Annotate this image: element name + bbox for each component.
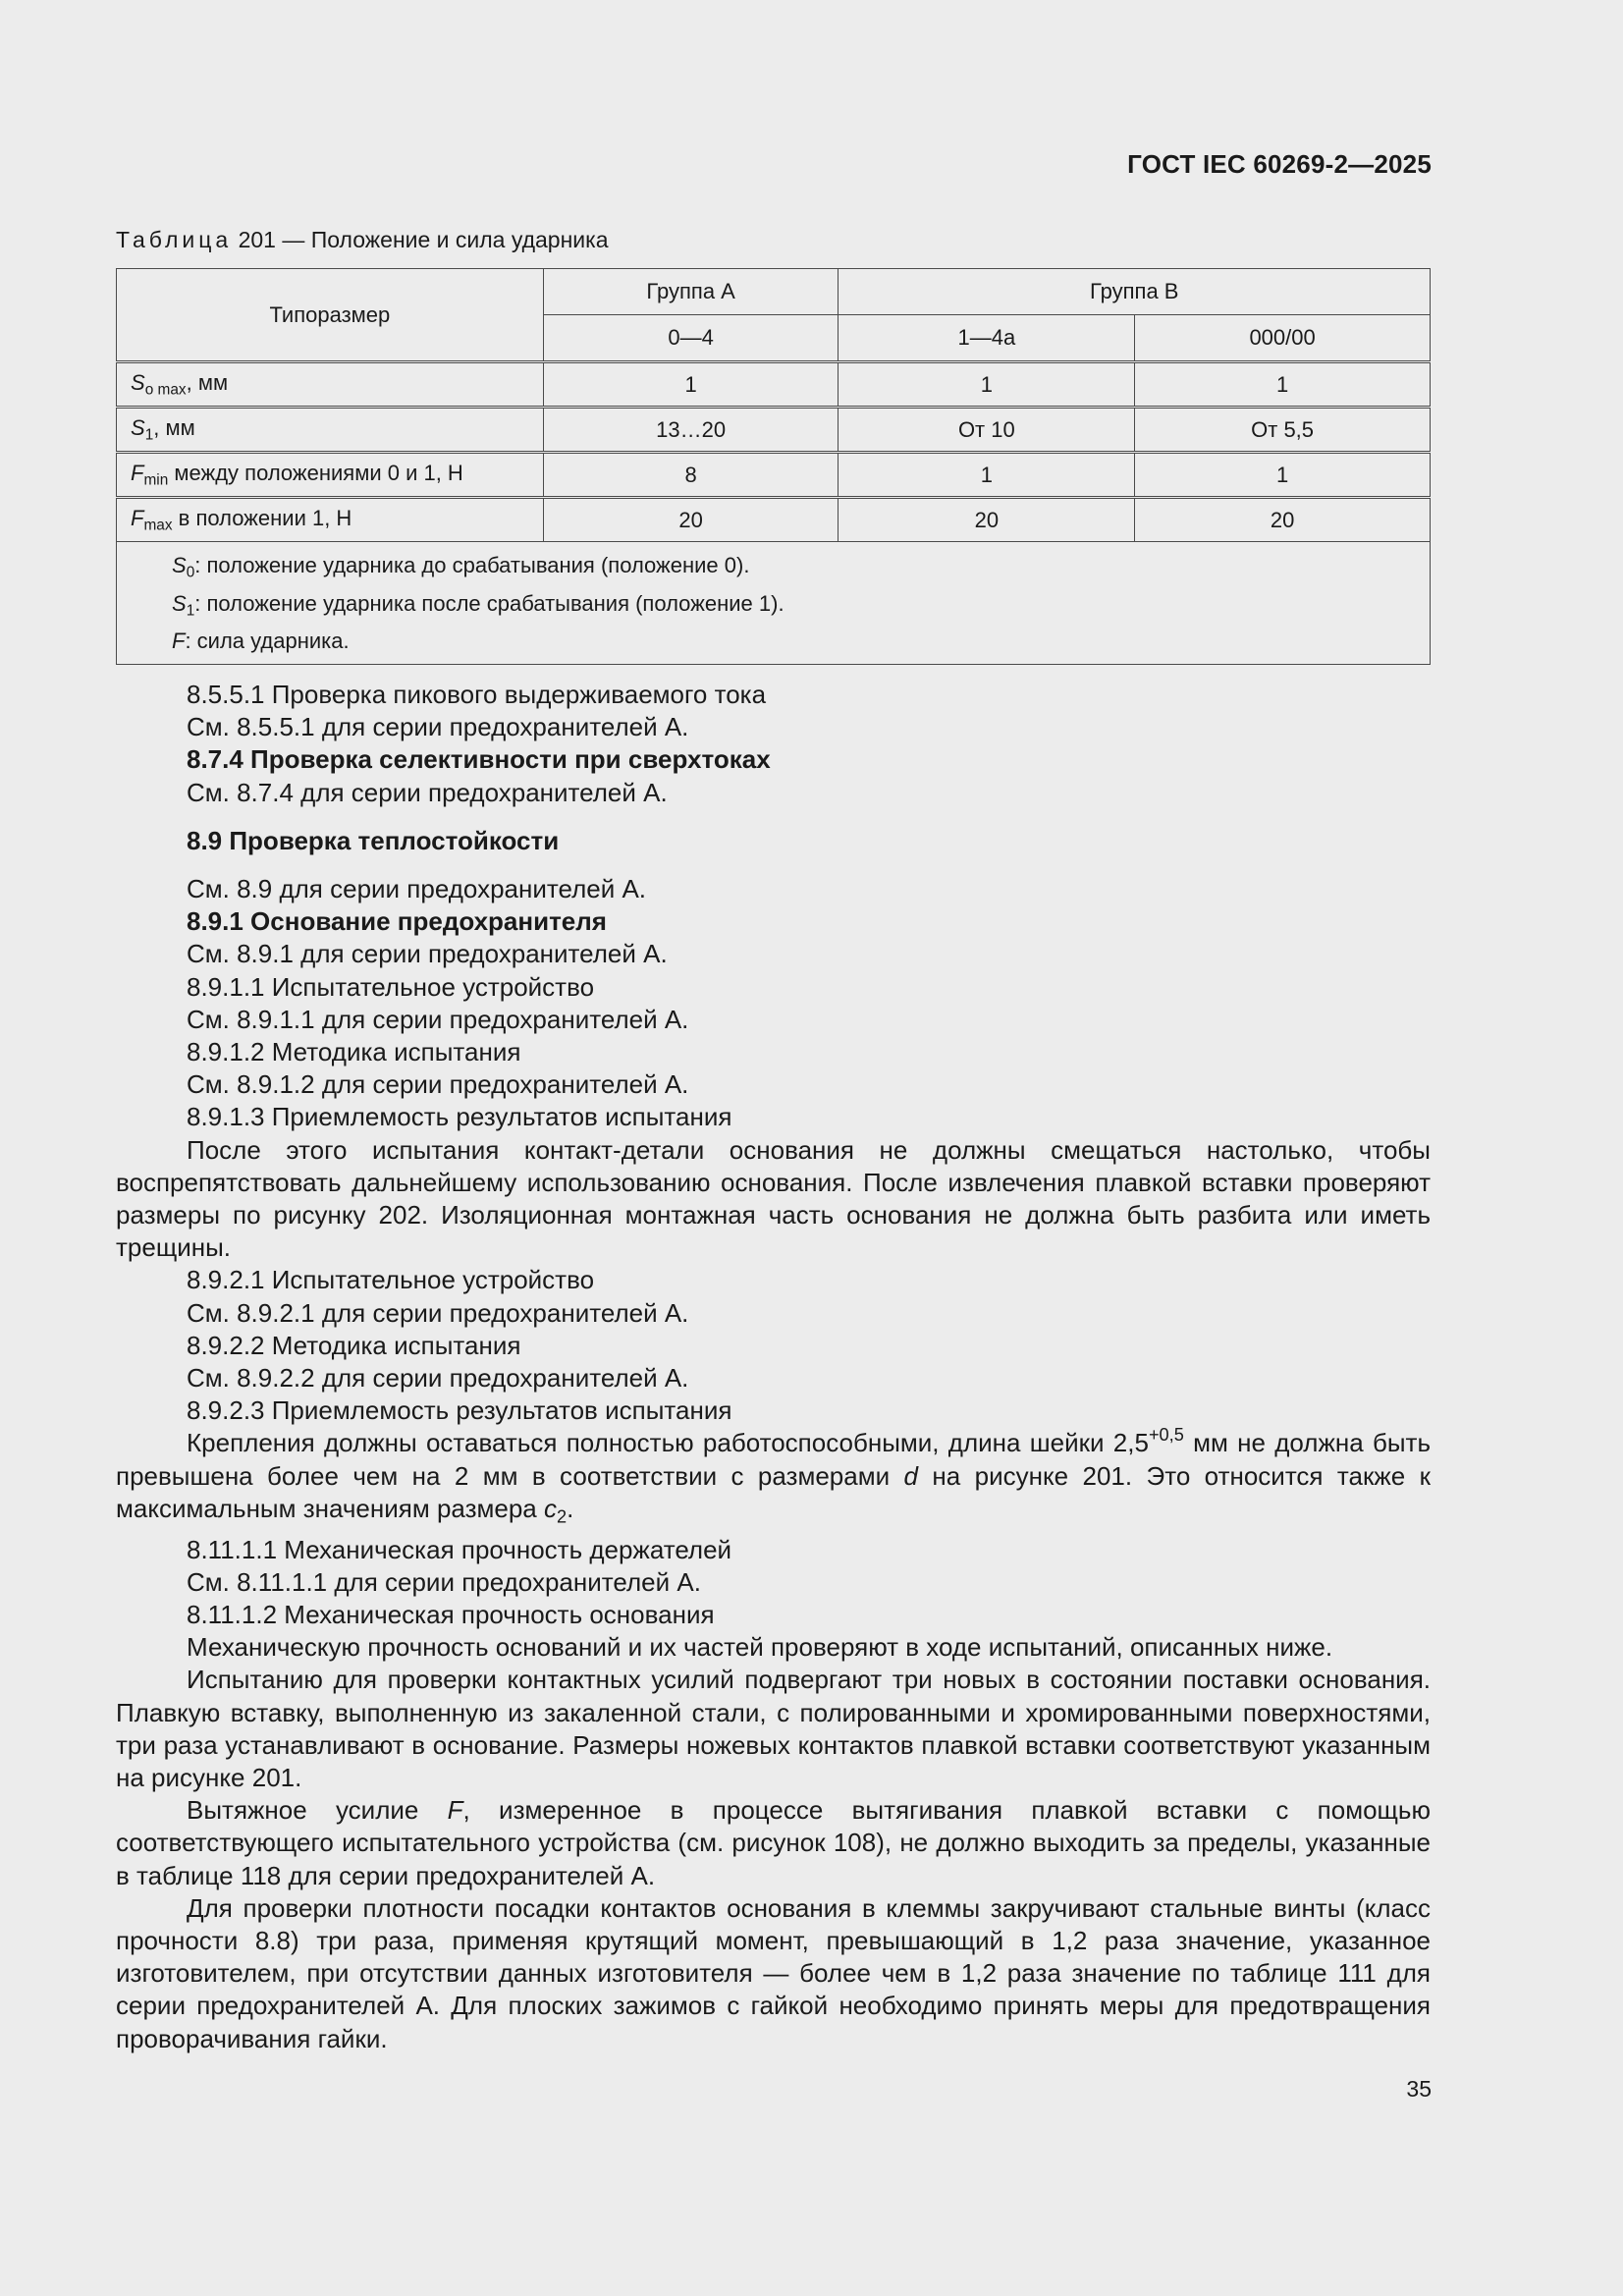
row-param: $F_{min}$ между положениями 0 и 1, Н [117, 453, 544, 498]
clause-text: См. 8.9 для серии предохранителей А. [187, 874, 647, 904]
row-param: $F_{max}$ в положении 1, Н [117, 498, 544, 542]
cell-b2: 1 [1135, 453, 1431, 498]
header-size: Типоразмер [117, 269, 544, 362]
cell-b1: От 10 [839, 408, 1135, 453]
table-row [117, 408, 1431, 453]
cell-b2: 1 [1135, 362, 1431, 408]
cell-b2: 20 [1135, 498, 1431, 542]
cell-a: 20 [543, 498, 839, 542]
subheader-a: 0—4 [543, 315, 839, 362]
clause-text: См. 8.7.4 для серии предохранителей А. [187, 777, 668, 807]
note-line: $S_1$: положение ударника после срабатывания (положение 1). [172, 590, 784, 620]
paragraph: Механическую прочность оснований и их частей проверяют в ходе испытаний, описанных ниже. [187, 1632, 1333, 1663]
table-row [117, 362, 1431, 408]
striker-table [116, 268, 1431, 665]
clause-heading: 8.11.1.2 Механическая прочность основания [187, 1599, 715, 1629]
section-heading: 8.9 Проверка теплостойкости [187, 825, 560, 855]
row-param: $S_{o max}$, мм [117, 362, 544, 408]
clause-text: См. 8.5.5.1 для серии предохранителей А. [187, 712, 689, 742]
cell-b1: 20 [839, 498, 1135, 542]
table-caption-label: Таблица [116, 227, 233, 252]
table-caption [116, 227, 609, 253]
clause-heading: 8.5.5.1 Проверка пикового выдерживаемого тока [187, 680, 767, 709]
note-line: $S_0$: положение ударника до срабатывания (положение 0). [172, 553, 750, 581]
section-heading: 8.7.4 Проверка селективности при сверхтоках [187, 744, 771, 775]
paragraph: Крепления должны оставаться полностью работоспособными, длина шейки $2,5^{+0,5}$ мм не должна быть превышена более чем на 2 мм в соответствии с размерами d на рисунке 201. Это относится также к максимальным значениям размера $c_2$. [116, 1425, 1431, 1527]
cell-a: 8 [543, 453, 839, 498]
paragraph: Для проверки плотности посадки контактов основания в клеммы закручивают стальные винты (класс прочности 8.8) три раза, применяя крутящий момент, превышающий в 1,2 раза значение, указанное изготовителем, при отсутствии данных изготовителя — более чем в 1,2 раза значение по таблице 111 для серии предохранителей А. Для плоских зажимов с гайкой необходимо принять меры для предотвращения проворачивания гайки. [116, 1892, 1431, 2053]
table-row [117, 453, 1431, 498]
subheader-b1: 1—4а [839, 315, 1135, 362]
clause-heading: 8.9.2.1 Испытательное устройство [187, 1265, 595, 1295]
subheader-b2: 000/00 [1135, 315, 1431, 362]
clause-text: См. 8.9.1.2 для серии предохранителей А. [187, 1069, 689, 1100]
header-group-a: Группа А [543, 269, 839, 315]
clause-heading: 8.9.1.3 Приемлемость результатов испытания [187, 1102, 732, 1132]
table-notes-row [117, 542, 1431, 665]
table-row [117, 498, 1431, 542]
clause-text: См. 8.11.1.1 для серии предохранителей А. [187, 1566, 701, 1597]
clause-heading: 8.11.1.1 Механическая прочность держателей [187, 1534, 732, 1564]
row-param: $S_1$, мм [117, 408, 544, 453]
clause-text: См. 8.9.1.1 для серии предохранителей А. [187, 1004, 689, 1034]
cell-a: 13…20 [543, 408, 839, 453]
clause-text: См. 8.9.2.2 для серии предохранителей А. [187, 1363, 689, 1394]
clause-text: См. 8.9.1 для серии предохранителей А. [187, 939, 668, 969]
clause-text: См. 8.9.2.1 для серии предохранителей А. [187, 1297, 689, 1328]
clause-heading: 8.9.2.3 Приемлемость результатов испытания [187, 1395, 732, 1426]
document-code: ГОСТ IEC 60269-2—2025 [1127, 149, 1432, 179]
clause-heading: 8.9.1.1 Испытательное устройство [187, 971, 595, 1002]
document-body [116, 679, 1431, 2055]
paragraph: Испытанию для проверки контактных усилий подвергают три новых в состоянии поставки основания. Плавкую вставку, выполненную из закаленной стали, с полированными и хромированными поверхностями, три раза устанавливают в основание. Размеры ножевых контактов плавкой вставки соответствуют указанным на рисунке 201. [116, 1665, 1431, 1792]
page-number: 35 [1406, 2076, 1432, 2102]
clause-heading: 8.9.1.2 Методика испытания [187, 1037, 521, 1067]
note-line: F: сила ударника. [172, 629, 350, 654]
clause-heading: 8.9.2.2 Методика испытания [187, 1330, 521, 1360]
cell-b1: 1 [839, 453, 1135, 498]
table-notes [117, 542, 1431, 665]
header-group-b: Группа В [839, 269, 1431, 315]
cell-a: 1 [543, 362, 839, 408]
table-caption-text: 201 — Положение и сила ударника [238, 227, 609, 252]
cell-b1: 1 [839, 362, 1135, 408]
paragraph: Вытяжное усилие F, измеренное в процессе вытягивания плавкой вставки с помощью соответствующего испытательного устройства (см. рисунок 108), не должно выходить за пределы, указанные в таблице 118 для серии предохранителей А. [116, 1795, 1431, 1890]
cell-b2: От 5,5 [1135, 408, 1431, 453]
table-header-row [117, 269, 1431, 315]
paragraph: После этого испытания контакт-детали основания не должны смещаться настолько, чтобы воспрепятствовать дальнейшему использованию основания. После извлечения плавкой вставки проверяют размеры по рисунку 202. Изоляционная монтажная часть основания не должна быть разбита или иметь трещины. [116, 1134, 1431, 1263]
section-heading: 8.9.1 Основание предохранителя [187, 906, 607, 937]
